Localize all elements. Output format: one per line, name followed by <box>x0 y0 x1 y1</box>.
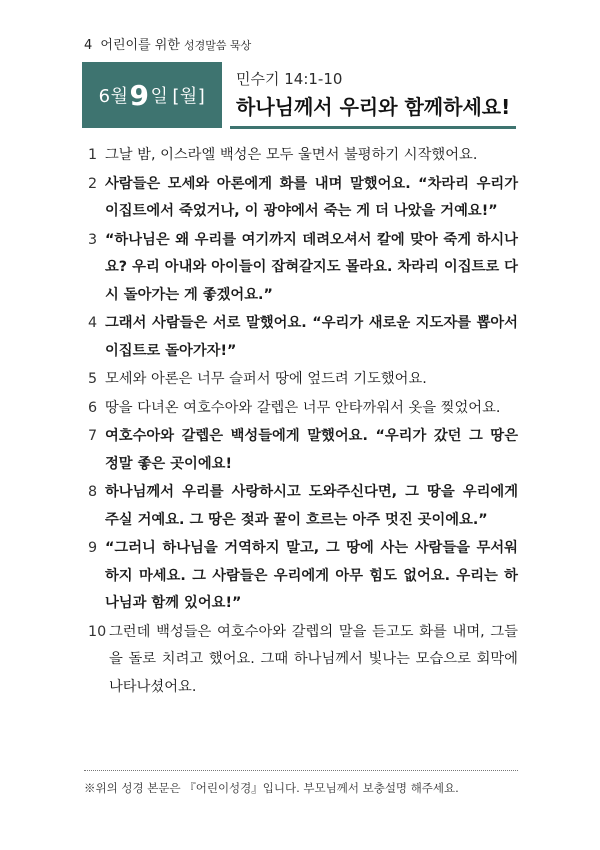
date-weekday: [월] <box>172 86 206 107</box>
verse-text: 땅을 다녀온 여호수아와 갈렙은 너무 안타까워서 옷을 찢었어요. <box>105 399 501 416</box>
book-title: 어린이를 위한 <box>100 38 180 53</box>
date-day-suffix: 일 <box>150 86 169 107</box>
verse-number: 5 <box>88 371 98 387</box>
verse-text: 그날 밤, 이스라엘 백성은 모두 울면서 불평하기 시작했어요. <box>105 147 478 163</box>
verse-text: 사람들은 모세와 아론에게 화를 내며 말했어요. “차라리 우리가 이집트에서 죽었거나, 이 광야에서 죽는 게 더 나았을 거예요!” <box>105 175 518 219</box>
verse-item <box>88 395 518 423</box>
date-day: 9 <box>129 78 150 112</box>
verse-number: 2 <box>88 175 98 192</box>
footnote: ※위의 성경 본문은 『어린이성경』입니다. 부모님께서 보충설명 해주세요. <box>84 781 459 795</box>
verse-text: 여호수아와 갈렙은 백성들에게 말했어요. “우리가 갔던 그 땅은 정말 좋은 곳이에요! <box>105 428 518 472</box>
verse-item <box>88 423 518 478</box>
verse-item <box>88 535 518 618</box>
date-month: 6월 <box>98 86 129 107</box>
verse-number: 8 <box>88 484 98 500</box>
verse-text: “그러니 하나님을 거역하지 말고, 그 땅에 사는 사람들을 무서워하지 마세요. 그 사람들은 우리에게 아무 힘도 없어요. 우리는 하나님과 함께 있어요!” <box>105 540 518 611</box>
verse-item <box>88 366 518 394</box>
verse-item <box>88 227 518 310</box>
verse-text: 그런데 백성들은 여호수아와 갈렙의 말을 듣고도 화를 내며, 그들을 돌로 치려고 했어요. 그때 하나님께서 빛나는 모습으로 회막에 나타나셨어요. <box>109 623 518 695</box>
verse-number: 10 <box>88 623 107 640</box>
scripture-reference: 민수기 14:1-10 <box>236 70 343 88</box>
page-number: 4 <box>84 38 93 53</box>
book-subtitle: 성경말씀 묵상 <box>184 39 252 52</box>
verse-number: 9 <box>88 540 98 556</box>
verse-number: 1 <box>88 147 98 163</box>
footer-divider <box>84 770 518 771</box>
verse-item <box>88 310 518 365</box>
verse-number: 6 <box>88 399 98 416</box>
verse-number: 7 <box>88 428 98 444</box>
verse-text: 모세와 아론은 너무 슬퍼서 땅에 엎드려 기도했어요. <box>105 371 427 387</box>
verse-text: “하나님은 왜 우리를 여기까지 데려오셔서 칼에 맞아 죽게 하시나요? 우리 아내와 아이들이 잡혀갈지도 몰라요. 차라리 이집트로 다시 돌아가는 게 좋겠어요.” <box>105 231 518 303</box>
verse-item <box>88 142 518 170</box>
verse-list <box>88 142 518 702</box>
verse-text: 그래서 사람들은 서로 말했어요. “우리가 새로운 지도자를 뽑아서 이집트로 돌아가자!” <box>105 315 518 359</box>
title-box <box>230 68 516 129</box>
date-banner <box>82 62 516 128</box>
verse-number: 3 <box>88 231 98 248</box>
verse-item <box>88 171 518 226</box>
date-box <box>82 62 222 128</box>
running-header <box>84 34 251 53</box>
devotion-title: 하나님께서 우리와 함께하세요! <box>236 95 511 119</box>
verse-text: 하나님께서 우리를 사랑하시고 도와주신다면, 그 땅을 우리에게 주실 거예요. 그 땅은 젖과 꿀이 흐르는 아주 멋진 곳이에요.” <box>105 484 518 528</box>
verse-item <box>88 479 518 534</box>
verse-number: 4 <box>88 315 98 331</box>
verse-item <box>88 619 518 702</box>
